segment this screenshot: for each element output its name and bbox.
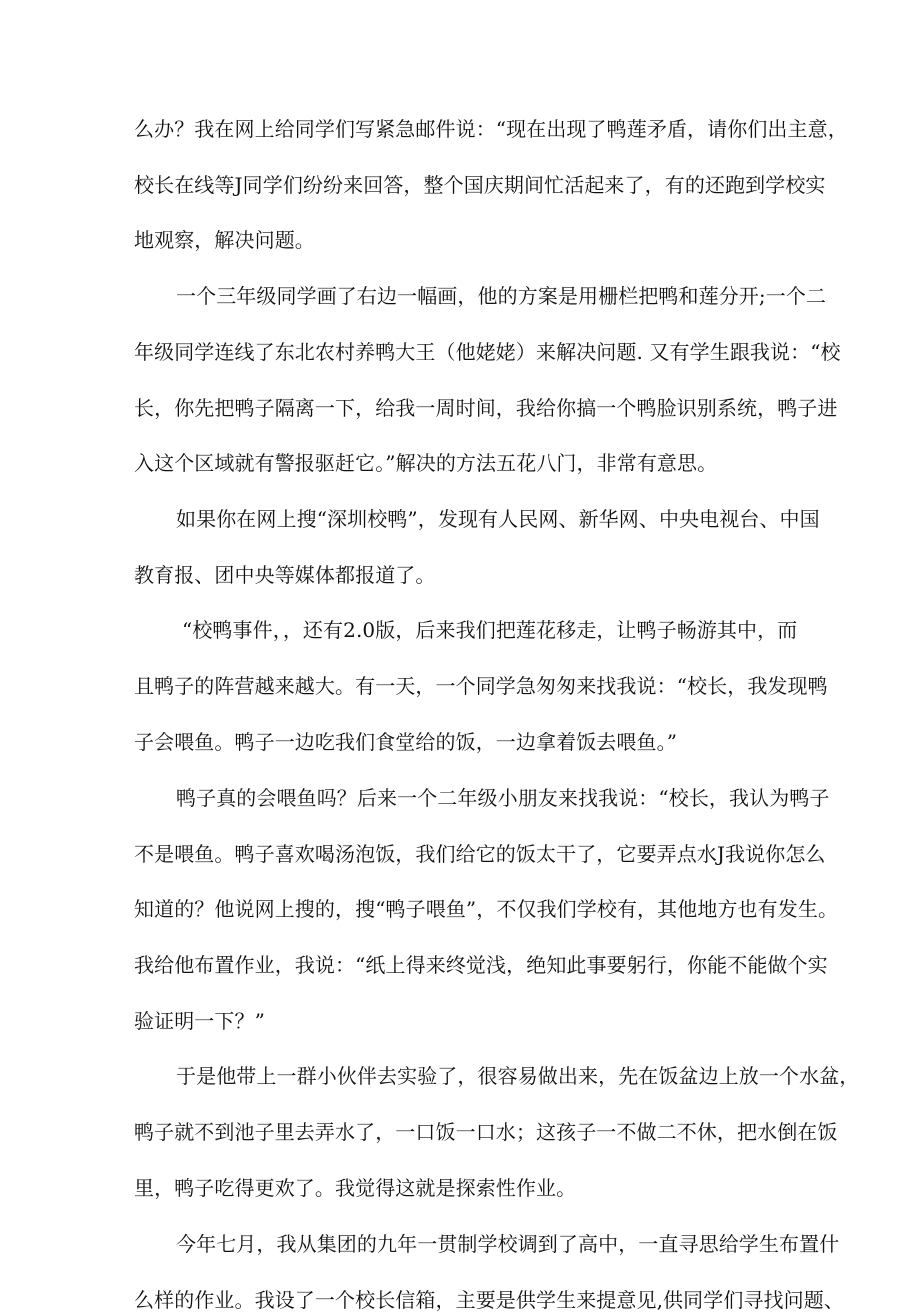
text-line: 入这个区域就有警报驱赶它。”解决的方法五花八门，非常有意思。 bbox=[134, 451, 718, 475]
text-line: 不是喂鱼。鸭子喜欢喝汤泡饭，我们给它的饭太干了，它要弄点水J我说你怎么 bbox=[134, 842, 826, 866]
text-line: 校长在线等J同学们纷纷来回答，整个国庆期间忙活起来了，有的还跑到学校实 bbox=[134, 173, 826, 197]
text-line: 鸭子真的会喂鱼吗？后来一个二年级小朋友来找我说：“校长，我认为鸭子 bbox=[176, 786, 830, 810]
text-line: 么办？我在网上给同学们写紧急邮件说：“现在出现了鸭莲矛盾，请你们出主意， bbox=[134, 117, 848, 141]
text-line: 么样的作业。我设了一个校长信箱，主要是供学生来提意见,供同学们寻找问题、 bbox=[134, 1288, 844, 1312]
text-line: 年级同学连线了东北农村养鸭大王（他姥姥）来解决问题. 又有学生跟我说：“校 bbox=[134, 340, 841, 364]
text-line: 地观察，解决问题。 bbox=[134, 228, 315, 252]
text-line: 验证明一下？” bbox=[134, 1009, 265, 1033]
text-line: 里，鸭子吃得更欢了。我觉得这就是探索性作业。 bbox=[134, 1176, 577, 1200]
text-line: 长，你先把鸭子隔离一下，给我一周时间，我给你搞一个鸭脸识别系统，鸭子进 bbox=[134, 396, 838, 420]
text-line: 鸭子就不到池子里去弄水了，一口饭一口水；这孩子一不做二不休，把水倒在饭 bbox=[134, 1120, 838, 1144]
text-line: 且鸭子的阵营越来越大。有一天，一个同学急匆匆来找我说：“校长，我发现鸭 bbox=[134, 674, 828, 698]
text-line: 知道的？他说网上搜的，搜“鸭子喂鱼”，不仅我们学校有，其他地方也有发生。 bbox=[134, 897, 839, 921]
text-line: 今年七月，我从集团的九年一贯制学校调到了高中，一直寻思给学生布置什 bbox=[176, 1232, 840, 1256]
text-line: 如果你在网上搜“深圳校鸭”，发现有人民网、新华网、中央电视台、中国 bbox=[176, 507, 820, 531]
text-line: 我给他布置作业，我说：“纸上得来终觉浅，绝知此事要躬行，你能不能做个实 bbox=[134, 953, 828, 977]
text-line: 教育报、团中央等媒体都报道了。 bbox=[134, 563, 436, 587]
text-line: 于是他带上一群小伙伴去实验了，很容易做出来，先在饭盆边上放一个水盆， bbox=[176, 1064, 860, 1088]
text-line: “校鸭事件，，还有2.0版，后来我们把莲花移走，让鸭子畅游其中，而 bbox=[182, 618, 798, 642]
text-line: 一个三年级同学画了右边一幅画，他的方案是用栅栏把鸭和莲分开;一个二 bbox=[176, 284, 827, 308]
text-line: 子会喂鱼。鸭子一边吃我们食堂给的饭，一边拿着饭去喂鱼。” bbox=[134, 730, 678, 754]
